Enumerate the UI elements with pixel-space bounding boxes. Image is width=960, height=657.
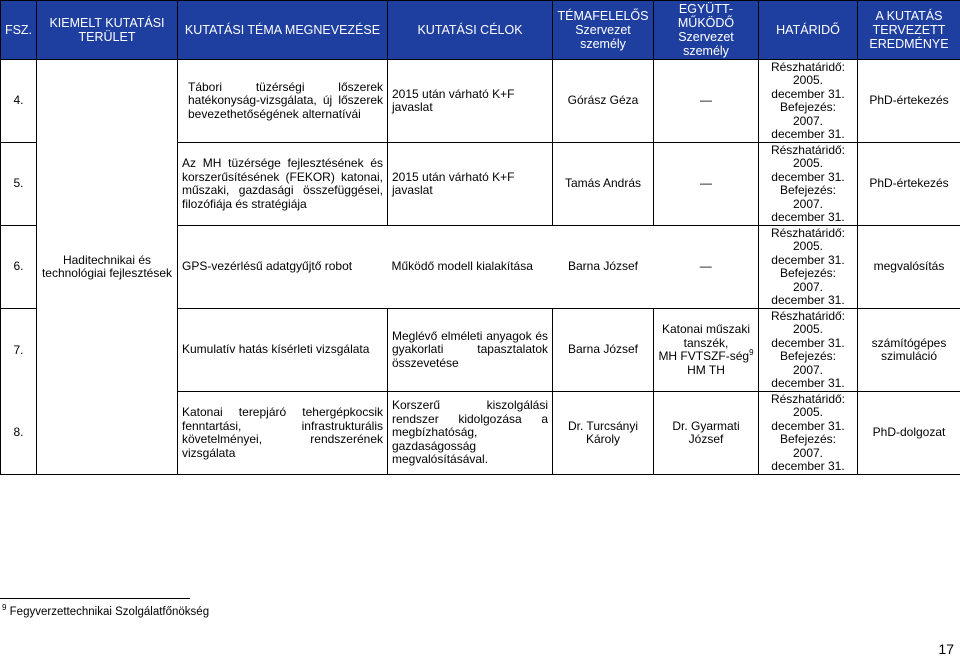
responsible-person: Dr. Turcsányi Károly	[553, 392, 654, 475]
cooperating-line: Katonai műszaki tanszék,	[661, 322, 751, 350]
research-area-cell	[37, 60, 178, 475]
deadline-line: Befejezés:	[779, 100, 837, 114]
deadline-line: 2007.	[792, 445, 824, 460]
deadline-line: december 31.	[771, 252, 845, 267]
deadline-line: Befejezés:	[779, 266, 837, 280]
deadline-line: 2007.	[792, 196, 824, 211]
footnote-divider	[0, 598, 190, 599]
deadline-cell	[759, 309, 858, 392]
planned-result: PhD-értekezés	[858, 143, 960, 226]
topic-name: Az MH tüzérsége fejlesztésének és korszerűsítésének (FEKOR) katonai, műszaki, gazdasági összefüggései, filozófiája és stratégiája	[178, 143, 388, 226]
deadline-line: december 31.	[771, 169, 845, 184]
cooperating-line	[658, 350, 754, 364]
deadline-line: 2005.	[792, 405, 824, 419]
deadline-cell	[759, 143, 858, 226]
cooperating-party: —	[654, 143, 759, 226]
header-hatarido: HATÁRIDŐ	[759, 1, 858, 60]
deadline-line: Részhatáridő:	[770, 59, 846, 74]
table-row	[1, 60, 960, 143]
row-number: 8.	[1, 392, 37, 475]
footnote-number: 9	[2, 603, 7, 613]
deadline-line: 2007.	[792, 362, 824, 377]
planned-result: PhD-dolgozat	[858, 392, 960, 475]
topic-name: Katonai terepjáró tehergépkocsik fenntartási, infrastrukturális követelményei, rendszerének vizsgálata	[178, 392, 388, 475]
header-celok: KUTATÁSI CÉLOK	[388, 1, 553, 60]
research-goal: Korszerű kiszolgálási rendszer kidolgozása a megbízhatóság, gazdaságosság megvalósításával.	[388, 392, 553, 475]
row-number: 5.	[1, 143, 37, 226]
deadline-cell	[759, 60, 858, 143]
cooperating-org: MH FVTSZF-ség	[658, 349, 750, 363]
responsible-person: Tamás András	[553, 143, 654, 226]
deadline-cell	[759, 392, 858, 475]
research-goal: Működő modell kialakítása	[388, 226, 553, 309]
research-goal: 2015 után várható K+F javaslat	[388, 143, 553, 226]
deadline-line: 2005.	[792, 322, 824, 336]
deadline-line: december 31.	[771, 210, 845, 224]
research-goal: Meglévő elméleti anyagok és gyakorlati tapasztalatok összevetése	[388, 309, 553, 392]
header-eredmeny: A KUTATÁS TERVEZETT EREDMÉNYE	[858, 1, 960, 60]
deadline-line: december 31.	[771, 293, 845, 307]
row-number: 6.	[1, 226, 37, 309]
deadline-line: december 31.	[771, 335, 845, 350]
header-egyuttmukodo: EGYÜTT-MŰKÖDŐ Szervezet személy	[654, 1, 759, 60]
topic-name: GPS-vezérlésű adatgyűjtő robot	[178, 226, 388, 309]
page-number: 17	[938, 641, 954, 657]
footnote	[2, 603, 210, 618]
topic-name: Tábori tüzérségi lőszerek hatékonyság-vizsgálata, új lőszerek bevezethetőségének alternatívái	[178, 60, 388, 143]
deadline-cell	[759, 226, 858, 309]
deadline-line: december 31.	[771, 127, 845, 141]
research-area-label: Haditechnikai és technológiai fejlesztések	[41, 252, 173, 280]
deadline-line: 2007.	[792, 113, 824, 128]
header-fsz: FSZ.	[1, 1, 37, 60]
header-temafelelos: TÉMAFELELŐS Szervezet személy	[553, 1, 654, 60]
deadline-line: Részhatáridő:	[770, 391, 846, 406]
header-terulet: KIEMELT KUTATÁSI TERÜLET	[37, 1, 178, 60]
deadline-line: Befejezés:	[779, 183, 837, 197]
row-number: 4.	[1, 60, 37, 143]
row-number: 7.	[1, 309, 37, 392]
header-tema: KUTATÁSI TÉMA MEGNEVEZÉSE	[178, 1, 388, 60]
planned-result: megvalósítás	[858, 226, 960, 309]
cooperating-line: HM TH	[687, 362, 725, 377]
footnote-text: Fegyverzettechnikai Szolgálatfőnökség	[9, 606, 210, 618]
topic-name: Kumulatív hatás kísérleti vizsgálata	[178, 309, 388, 392]
deadline-line: 2005.	[792, 239, 824, 253]
planned-result: PhD-értekezés	[858, 60, 960, 143]
cooperating-party: —	[654, 60, 759, 143]
responsible-person: Barna József	[553, 309, 654, 392]
cooperating-party: Dr. Gyarmati József	[654, 392, 759, 475]
deadline-line: december 31.	[771, 459, 845, 473]
deadline-line: 2007.	[792, 279, 824, 294]
responsible-person: Barna József	[553, 226, 654, 309]
deadline-line: december 31.	[771, 376, 845, 390]
deadline-line: Befejezés:	[779, 349, 837, 363]
deadline-line: december 31.	[771, 418, 845, 433]
deadline-line: 2005.	[792, 73, 824, 87]
footnote-ref: 9	[749, 348, 754, 357]
deadline-line: 2005.	[792, 156, 824, 170]
cooperating-party: —	[654, 226, 759, 309]
planned-result: számítógépes szimuláció	[858, 309, 960, 392]
deadline-line: Részhatáridő:	[770, 225, 846, 240]
header-row	[1, 1, 960, 60]
cooperating-party	[654, 309, 759, 392]
deadline-line: Részhatáridő:	[770, 308, 846, 323]
research-goal: 2015 után várható K+F javaslat	[388, 60, 553, 143]
responsible-person: Górász Géza	[553, 60, 654, 143]
deadline-line: Befejezés:	[779, 432, 837, 446]
deadline-line: december 31.	[771, 86, 845, 101]
deadline-line: Részhatáridő:	[770, 142, 846, 157]
